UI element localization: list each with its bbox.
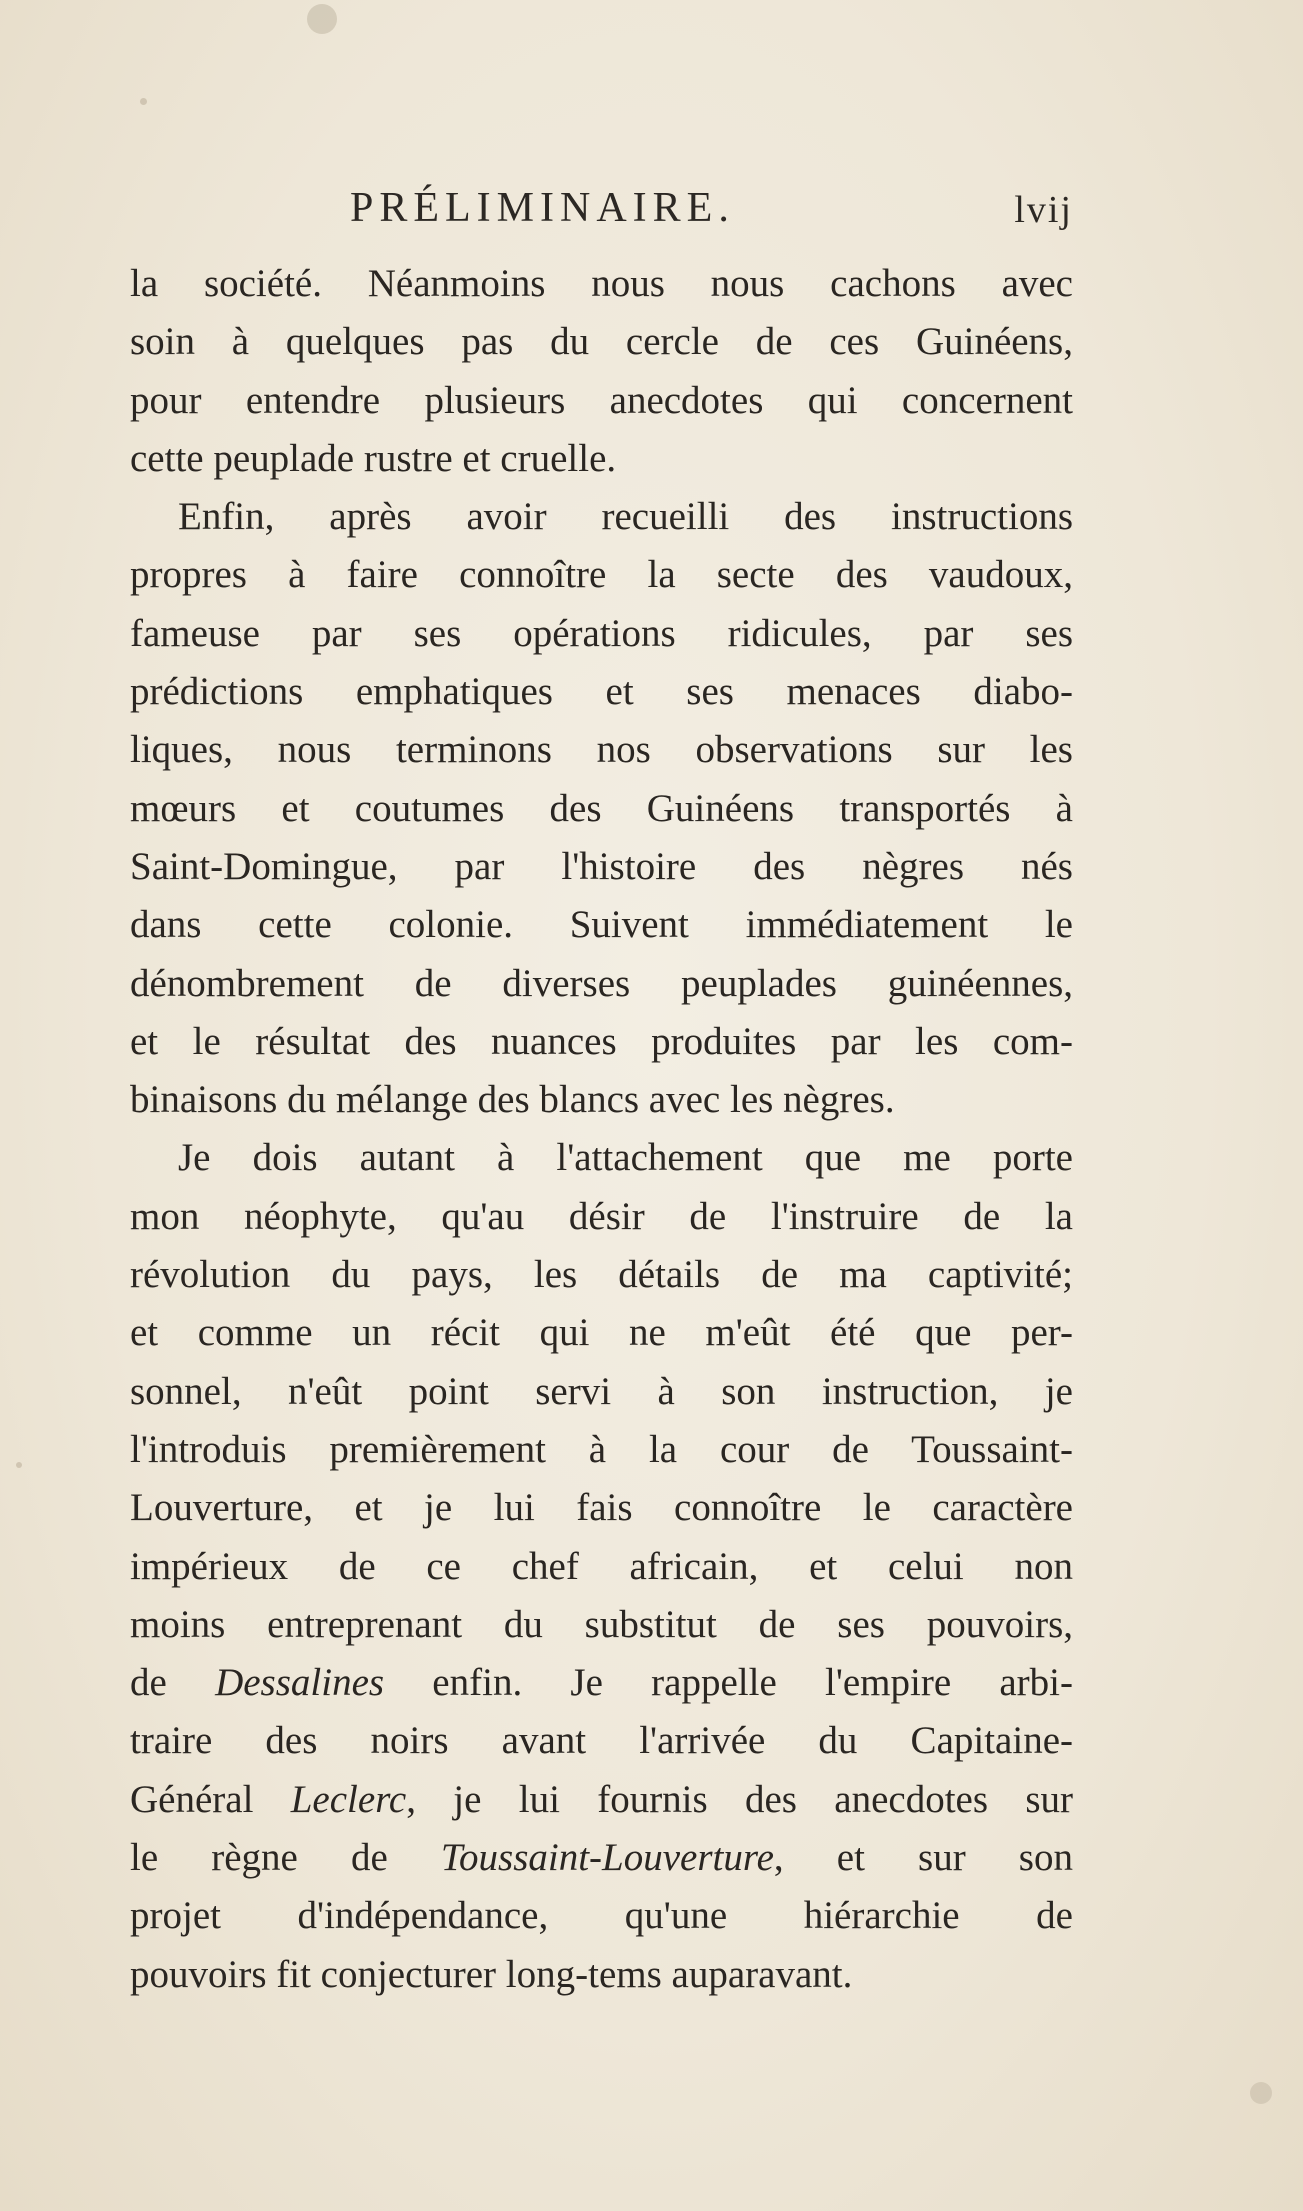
text-line: pour entendre plusieurs anecdotes qui concernent (130, 378, 1073, 422)
text-line: Je dois autant à l'attachement que me porte (178, 1136, 1073, 1180)
text-line: mœurs et coutumes des Guinéens transportés à (130, 786, 1073, 830)
page-number: lvij (1014, 189, 1073, 231)
text-line: Enfin, après avoir recueilli des instructions (178, 495, 1073, 539)
text-line: impérieux de ce chef africain, et celui non (130, 1544, 1073, 1588)
running-title: PRÉLIMINAIRE. (350, 185, 735, 231)
text-line: l'introduis premièrement à la cour de Toussaint- (130, 1427, 1073, 1471)
text-line: et comme un récit qui ne m'eût été que per- (130, 1311, 1073, 1355)
text-line: pouvoirs fit conjecturer long-tems auparavant. (130, 1952, 853, 1996)
text-line: fameuse par ses opérations ridicules, par ses (130, 611, 1073, 655)
body-text (130, 255, 1073, 2004)
text-line: dans cette colonie. Suivent immédiatement le (130, 903, 1073, 947)
text-line: soin à quelques pas du cercle de ces Guinéens, (130, 320, 1073, 364)
italic-name: Toussaint-Louverture (440, 1836, 774, 1880)
text-line: la société. Néanmoins nous nous cachons avec (130, 262, 1073, 305)
text-line: de Dessalines enfin. Je rappelle l'empire arbi- (130, 1661, 1073, 1705)
running-head (130, 178, 1073, 242)
foxing-stain (1250, 2082, 1272, 2104)
foxing-stain (307, 4, 337, 34)
text-line: cette peuplade rustre et cruelle. (130, 436, 617, 480)
text-line: et le résultat des nuances produites par les com- (130, 1019, 1073, 1063)
text-line: prédictions emphatiques et ses menaces diabo- (130, 670, 1073, 714)
text-line: propres à faire connoître la secte des vaudoux, (130, 553, 1073, 597)
text-line: sonnel, n'eût point servi à son instruction, je (130, 1369, 1073, 1413)
text-line: traire des noirs avant l'arrivée du Capitaine- (130, 1719, 1073, 1763)
text-line: Louverture, et je lui fais connoître le caractère (130, 1486, 1073, 1530)
text-line: le règne de Toussaint-Louverture, et sur son (130, 1836, 1073, 1880)
text-line: liques, nous terminons nos observations sur les (130, 728, 1073, 772)
text-line: projet d'indépendance, qu'une hiérarchie de (130, 1894, 1073, 1938)
text-line: mon néophyte, qu'au désir de l'instruire de la (130, 1194, 1073, 1238)
text-line: Saint-Domingue, par l'histoire des nègres nés (130, 844, 1073, 888)
italic-name: Leclerc (290, 1777, 407, 1821)
italic-name: Dessalines (215, 1661, 385, 1705)
text-line: Général Leclerc, je lui fournis des anecdotes sur (130, 1777, 1074, 1821)
foxing-stain (16, 1462, 22, 1468)
text-line: moins entreprenant du substitut de ses pouvoirs, (130, 1602, 1073, 1646)
foxing-stain (140, 98, 147, 105)
text-line: révolution du pays, les détails de ma captivité; (130, 1253, 1073, 1297)
text-line: binaisons du mélange des blancs avec les nègres. (130, 1078, 895, 1122)
text-line: dénombrement de diverses peuplades guinéennes, (130, 961, 1073, 1005)
